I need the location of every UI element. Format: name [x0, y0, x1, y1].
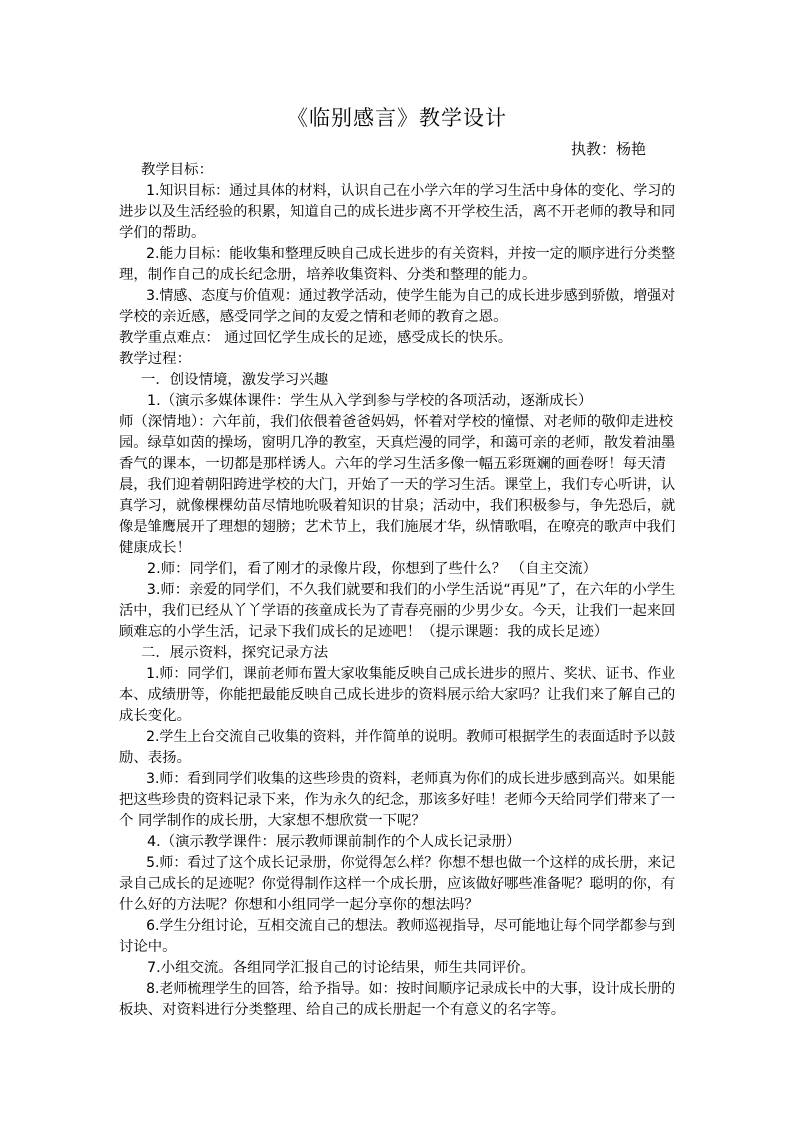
body-line: 把这些珍贵的资料记录下来，作为永久的纪念，那该多好哇！老师今天给同学们带来了一 [119, 792, 676, 808]
body-line: 板块、对资料进行分类整理、给自己的成长册起一个有意义的名字等。 [119, 1002, 566, 1018]
body-line: 3.师：看到同学们收集的这些珍贵的资料，老师真为你们的成长进步感到高兴。如果能 [146, 771, 676, 787]
body-line: 园。绿草如茵的操场，窗明几净的教室，天真烂漫的同学，和蔼可亲的老师，散发着油墨 [119, 435, 676, 451]
body-line: 理，制作自己的成长纪念册，培养收集资料、分类和整理的能力。 [119, 267, 537, 283]
body-line: 3.师：亲爱的同学们，不久我们就要和我们的小学生活说“再见”了，在六年的小学生 [146, 582, 676, 598]
body-line: 3.情感、态度与价值观：通过教学活动，使学生能为自己的成长进步感到骄傲，增强对 [146, 288, 676, 304]
section-heading-objectives: 教学目标： [141, 162, 213, 178]
body-line: 1.师：同学们，课前老师布置大家收集能反映自己成长进步的照片、奖状、证书、作业 [146, 666, 676, 682]
body-line: 励、表扬。 [119, 750, 191, 766]
body-line: 顾难忘的小学生活，记录下我们成长的足迹吧！（提示课题：我的成长足迹） [119, 624, 609, 640]
body-line: 像是雏鹰展开了理想的翅膀；艺术节上，我们施展才华，纵情歌唱，在嘹亮的歌声中我们 [119, 519, 676, 535]
body-line: 学们的帮助。 [119, 225, 206, 241]
section-heading-focus: 教学重点难点： 通过回忆学生成长的足迹，感受成长的快乐。 [119, 330, 513, 346]
body-line: 晨，我们迎着朝阳跨进学校的大门，开始了一天的学习生活。课堂上，我们专心听讲，认 [119, 477, 676, 493]
body-line: 真学习，就像棵棵幼苗尽情地吮吸着知识的甘泉；活动中，我们积极参与，争先恐后，就 [119, 498, 676, 514]
subsection-heading: 二．展示资料，探究记录方法 [141, 645, 329, 661]
body-line: 健康成长！ [119, 540, 191, 556]
body-line: 2.学生上台交流自己收集的资料，并作简单的说明。教师可根据学生的表面适时予以鼓 [146, 729, 676, 745]
body-line: 2.师：同学们，看了刚才的录像片段，你想到了些什么？ （自主交流） [147, 561, 598, 577]
body-line: 2.能力目标：能收集和整理反映自己成长进步的有关资料，并按一定的顺序进行分类整 [146, 246, 676, 262]
teacher-name: 执教：杨艳 [571, 140, 647, 158]
body-line: 8.老师梳理学生的回答，给予指导。如：按时间顺序记录成长中的大事，设计成长册的 [146, 981, 676, 997]
body-line: 进步以及生活经验的积累，知道自己的成长进步离不开学校生活，离不开老师的教导和同 [119, 204, 676, 220]
body-line: 学校的亲近感，感受同学之间的友爱之情和老师的教育之恩。 [119, 309, 508, 325]
body-line: 讨论中。 [119, 939, 177, 955]
body-line: 1.（演示多媒体课件：学生从入学到参与学校的各项活动，逐渐成长） [147, 393, 593, 409]
document-body [119, 160, 675, 1021]
body-line: 7.小组交流。各组同学汇报自己的讨论结果，师生共同评价。 [147, 960, 535, 976]
body-line: 师（深情地）：六年前，我们依偎着爸爸妈妈，怀着对学校的憧憬、对老师的敬仰走进校 [119, 414, 674, 430]
body-line: 录自己成长的足迹呢？你觉得制作这样一个成长册，应该做好哪些准备呢？聪明的你，有 [119, 876, 676, 892]
body-line: 什么好的方法呢？你想和小组同学一起分享你的想法吗？ [119, 897, 479, 913]
body-line: 香气的课本，一切都是那样诱人。六年的学习生活多像一幅五彩斑斓的画卷呀！每天清 [119, 456, 666, 472]
body-line: 5.师：看过了这个成长记录册，你觉得怎么样？你想不想也做一个这样的成长册，来记 [146, 855, 676, 871]
body-line: 6.学生分组讨论，互相交流自己的想法。教师巡视指导，尽可能地让每个同学都参与到 [146, 918, 676, 934]
body-line: 本、成绩册等，你能把最能反映自己成长进步的资料展示给大家吗？让我们来了解自己的 [119, 687, 676, 703]
body-line: 活中，我们已经从丫丫学语的孩童成长为了青春亮丽的少男少女。今天，让我们一起来回 [119, 603, 676, 619]
body-line: 1.知识目标：通过具体的材料，认识自己在小学六年的学习生活中身体的变化、学习的 [146, 183, 676, 199]
section-heading-process: 教学过程： [119, 351, 191, 367]
body-line: 成长变化。 [119, 708, 191, 724]
body-line: 个 同学制作的成长册，大家想不想欣赏一下呢？ [119, 813, 426, 829]
subsection-heading: 一．创设情境，激发学习兴趣 [141, 372, 329, 388]
body-line: 4.（演示教学课件：展示教师课前制作的个人成长记录册） [147, 834, 521, 850]
page-title: 《临别感言》教学设计 [287, 106, 507, 130]
